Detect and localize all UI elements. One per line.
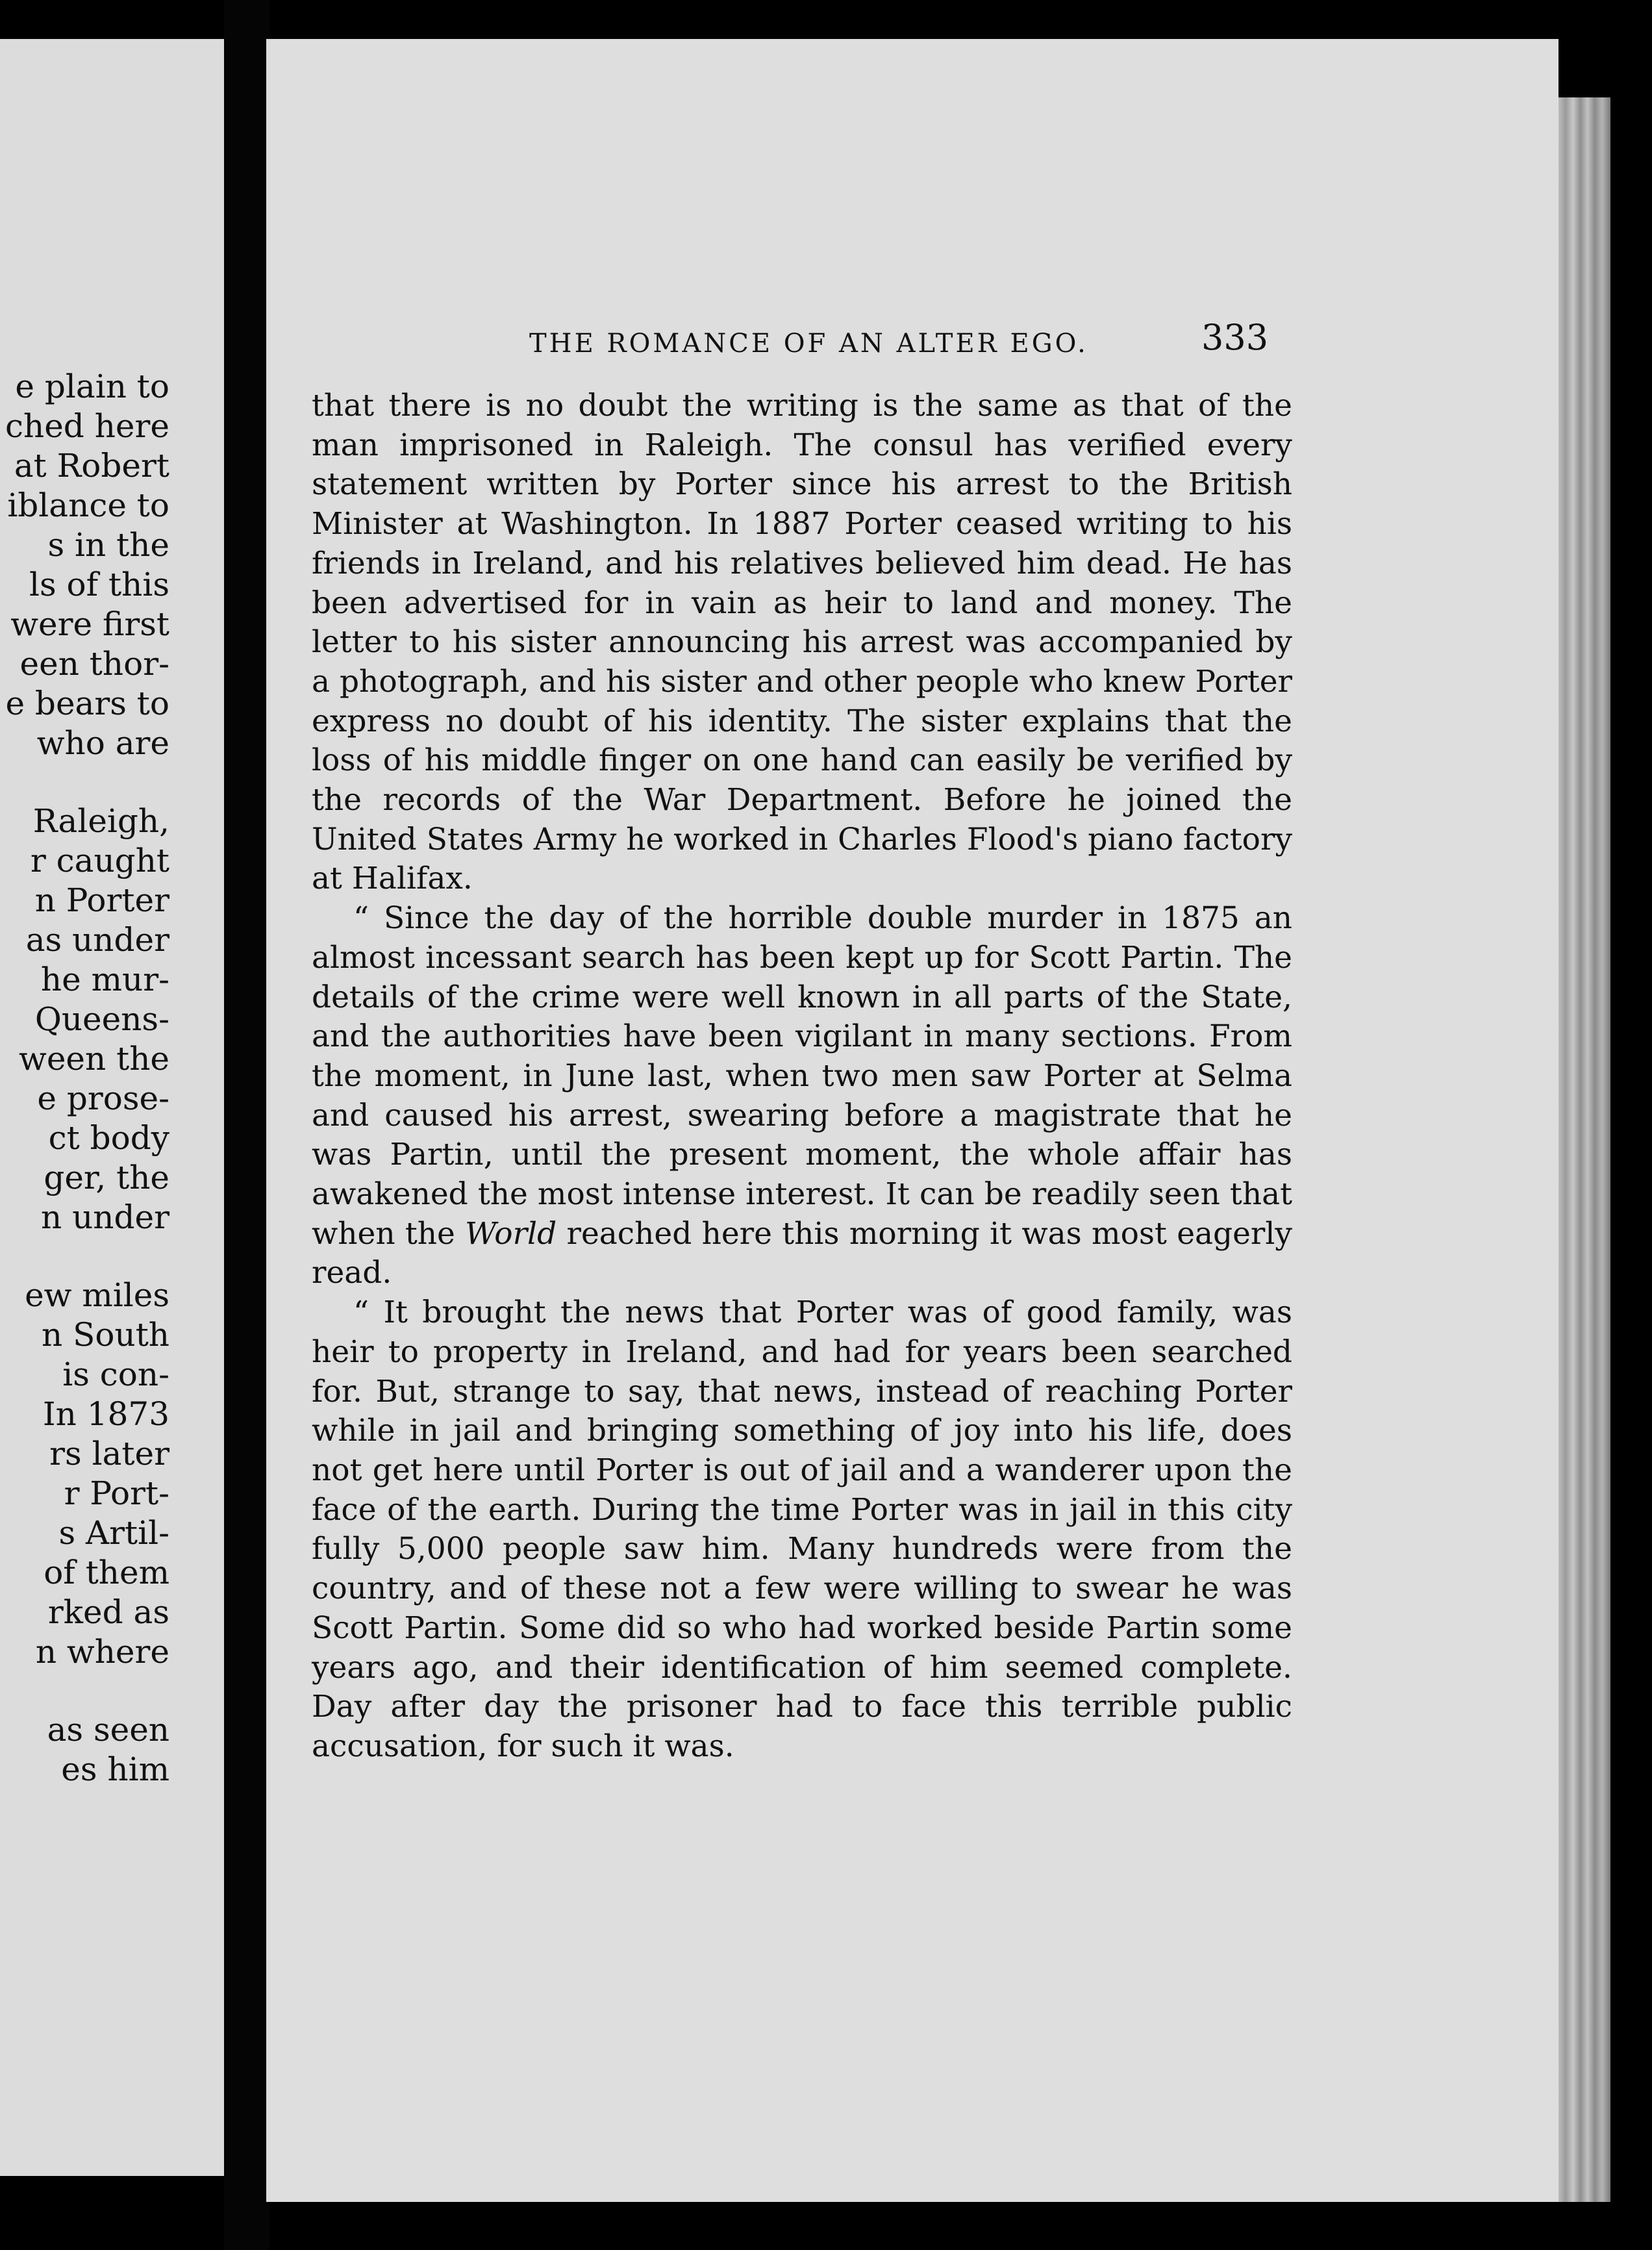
left-line: n under [41, 1198, 169, 1236]
right-page [266, 39, 1558, 2202]
left-line: ls of this [29, 566, 169, 603]
italic-newspaper-title: World [465, 1215, 557, 1252]
left-line: e prose- [37, 1080, 169, 1117]
left-line: In 1873 [42, 1395, 169, 1433]
body-text [312, 386, 1292, 1767]
left-line: r caught [30, 842, 169, 879]
running-head [266, 317, 1558, 369]
left-line-gap [5, 1672, 169, 1710]
left-line: n where [35, 1633, 169, 1671]
left-line: as under [25, 921, 169, 959]
left-line: r Port- [64, 1474, 169, 1512]
paragraph [312, 386, 1292, 899]
left-line: he mur- [40, 961, 169, 998]
left-line: who are [36, 724, 169, 762]
left-line: rs later [49, 1435, 169, 1473]
book-spine [224, 0, 269, 2250]
paragraph-text: “ Since the day of the horrible double murder in 1875 an almost incessant search has been kept up for Scott Partin. The details of the crime were well known in all parts of the State, and the authorities have been vigilant in many sections. From the moment, in June last, when two men saw Porter at Selma and caused his arrest, swearing before a magistrate that he was Partin, until the present moment, the whole affair has awakened the most intense interest. It can be readily seen that when the [312, 900, 1292, 1252]
paragraph [312, 1293, 1292, 1766]
left-line: rked as [47, 1593, 169, 1631]
page-edges [1558, 97, 1610, 2202]
left-line: s in the [47, 526, 169, 564]
left-line: n Porter [34, 881, 169, 919]
left-line: ween the [19, 1040, 169, 1078]
left-line: were first [10, 605, 169, 643]
left-line-gap [5, 1237, 169, 1276]
left-line: Raleigh, [32, 802, 169, 840]
left-line: of them [44, 1554, 169, 1591]
left-line: as seen [47, 1711, 169, 1749]
running-title: THE ROMANCE OF AN ALTER EGO. [529, 329, 1088, 359]
paragraph [312, 899, 1292, 1293]
left-line: ew miles [25, 1276, 169, 1314]
left-line-gap [5, 763, 169, 802]
paragraph-text: that there is no doubt the writing is the same as that of the man imprisoned in Raleigh. The consul has verified every statement written by Porter since his arrest to the British Minister at Washington. In 1887 Porter ceased writing to his friends in Ireland, and his relatives believed him dead. He has been advertised for in vain as heir to land and money. The letter to his sister announcing his arrest was accompanied by a photograph, and his sister and other people who knew Porter express no doubt of his identity. The sister explains that the loss of his middle finger on one hand can easily be verified by the records of the War Department. Before he joined the United States Army he worked in Charles Flood's piano factory at Halifax. [312, 388, 1292, 897]
left-page-lines [5, 367, 169, 1789]
left-line: s Artil- [58, 1514, 169, 1552]
left-line: ched here [5, 407, 169, 445]
left-line: is con- [62, 1356, 169, 1393]
left-line: at Robert [14, 447, 169, 485]
paragraph-text: “ It brought the news that Porter was of good family, was heir to property in Ireland, and had for years been searched for. But, strange to say, that news, instead of reaching Porter while in jail and bringing something of joy into his life, does not get here until Porter is out of jail and a wanderer upon the face of the earth. During the time Porter was in jail in this city fully 5,000 people saw him. Many hundreds were from the country, and of these not a few were willing to swear he was Scott Partin. Some did so who had worked beside Partin some years ago, and their identification of him seemed complete. Day after day the prisoner had to face this terrible public accusation, for such it was. [312, 1295, 1292, 1764]
left-line: n South [42, 1316, 169, 1354]
left-line: een thor- [19, 645, 169, 683]
left-line: iblance to [7, 487, 169, 524]
page-number: 333 [1201, 317, 1269, 358]
left-line: es him [61, 1751, 169, 1788]
left-line: e bears to [5, 685, 169, 722]
left-page-fragment [0, 39, 224, 2176]
paragraph-text-continued: reached here this morning it was most eagerly read. [312, 1215, 1292, 1291]
left-line: ger, the [44, 1159, 169, 1196]
left-line: e plain to [15, 368, 169, 405]
left-line: ct body [48, 1119, 169, 1157]
left-line: Queens- [34, 1000, 169, 1038]
